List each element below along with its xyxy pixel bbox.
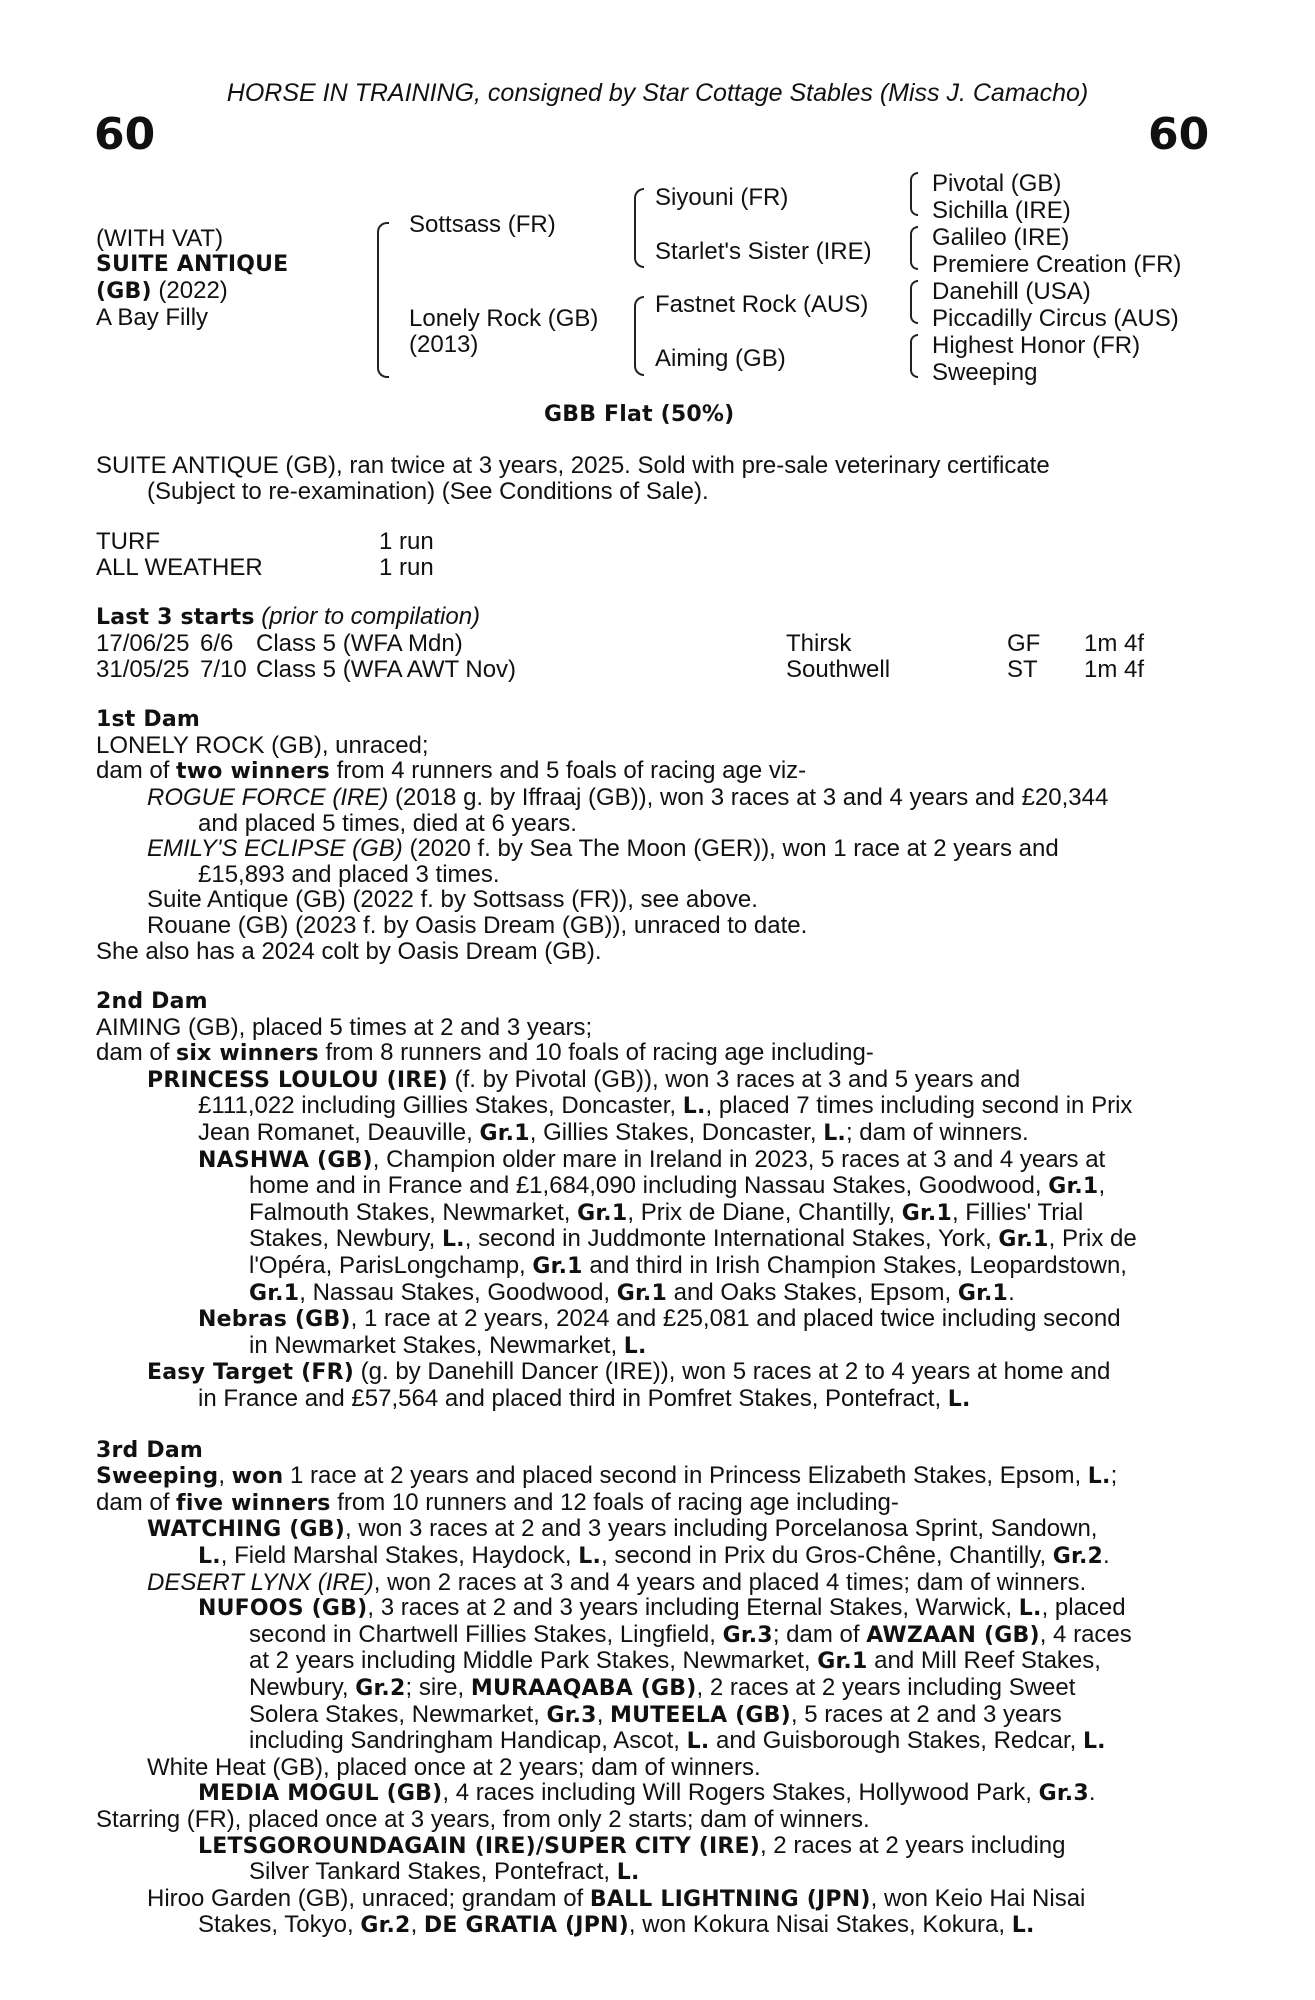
text-run: Newbury, [249, 1673, 356, 1701]
consignor-caption: HORSE IN TRAINING, consigned by Star Cottage Stables (Miss J. Camacho) [226, 79, 1089, 107]
grade-gr2: Gr.2 [1052, 1543, 1104, 1569]
lot-number-left: 60 [94, 109, 156, 160]
progeny-name: WATCHING (GB) [147, 1517, 346, 1543]
first-dam-line1: LONELY ROCK (GB), unraced; [96, 731, 429, 759]
text-run: , won 3 races at 2 and 3 years including Porcelanosa Sprint, Sandown, [345, 1515, 1098, 1543]
text-run: ; dam of [772, 1620, 867, 1648]
third-dam-line2 [96, 1490, 1202, 1517]
letsgoroundagain-line2 [96, 1859, 1202, 1886]
pedigree-brace-dam [634, 296, 644, 376]
third-dam-heading: 3rd Dam [96, 1437, 203, 1463]
text-run: , [596, 1700, 611, 1728]
text-run: and Guisborough Stakes, Redcar, [709, 1727, 1083, 1755]
progeny-name: NUFOOS (GB) [198, 1596, 368, 1622]
grade-listed: L. [1082, 1729, 1106, 1755]
text-run: , [1098, 1172, 1106, 1200]
horse-name-line2 [96, 278, 228, 305]
nashwa-line3 [96, 1200, 1202, 1227]
text-run: in France and £57,564 and placed third in Pomfret Stakes, Pontefract, [198, 1385, 948, 1412]
grade-gr1: Gr.1 [577, 1200, 628, 1226]
text-run: , won Kokura Nisai Stakes, Kokura, [628, 1911, 1012, 1939]
pedigree-brace-g3-1 [910, 172, 918, 216]
text-run: and Oaks Stakes, Epsom, [667, 1278, 958, 1306]
start-going: GF [1007, 629, 1041, 657]
horse-name: SUITE ANTIQUE [96, 252, 289, 277]
text-run: Solera Stakes, Newmarket, [249, 1700, 547, 1728]
text-run: at 2 years including Middle Park Stakes, Newmarket, [249, 1647, 818, 1675]
grade-gr3: Gr.3 [722, 1622, 773, 1648]
princess-loulou-line1 [96, 1067, 1202, 1094]
nufoos-line4 [96, 1675, 1202, 1702]
start-course: Thirsk [786, 629, 852, 657]
pedigree-g3-1: Pivotal (GB) [932, 170, 1062, 197]
start-date: 31/05/25 [96, 655, 190, 683]
runs-table [96, 529, 1202, 580]
progeny-name: ROGUE FORCE (IRE) [147, 783, 389, 811]
progeny-name: NASHWA (GB) [198, 1147, 373, 1173]
dam-name: Sweeping [96, 1464, 219, 1490]
horse-year: (2022) [158, 277, 228, 304]
last-starts-heading [96, 604, 1202, 631]
progeny-name: EMILY'S ECLIPSE (GB) [147, 835, 403, 863]
grade-listed: L. [1011, 1913, 1035, 1939]
text-run: ; dam of winners. [845, 1119, 1029, 1147]
text-run: , Prix de Diane, Chantilly, [627, 1198, 902, 1226]
winners-count: five winners [176, 1490, 331, 1516]
grade-gr1: Gr.1 [817, 1649, 868, 1675]
grade-gr2: Gr.2 [355, 1675, 406, 1701]
nebras-line2 [96, 1333, 1202, 1360]
text-run: from 10 runners and 12 foals of racing age including- [330, 1488, 899, 1516]
start-row [96, 657, 1202, 683]
won-label: won [231, 1464, 284, 1490]
nebras-line1 [96, 1306, 1202, 1333]
text-run: Hiroo Garden (GB), unraced; grandam of [147, 1884, 590, 1912]
text-run: , 2 races at 2 years including [759, 1831, 1066, 1859]
grade-gr1: Gr.1 [249, 1280, 300, 1306]
princess-loulou-line3 [96, 1120, 1202, 1147]
last-starts-note: (prior to compilation) [261, 603, 481, 631]
grade-gr1: Gr.1 [901, 1200, 952, 1226]
text-run: , 3 races at 2 and 3 years including Eternal Stakes, Warwick, [367, 1594, 1019, 1622]
lot-number-right: 60 [1148, 109, 1210, 160]
nufoos-line6 [96, 1728, 1202, 1755]
text-run: (2020 f. by Sea The Moon (GER)), won 1 race at 2 years and [402, 835, 1059, 863]
second-dam-line2 [96, 1040, 1202, 1067]
pedigree-dam-dam: Aiming (GB) [655, 345, 786, 372]
progeny-name: DE GRATIA (JPN) [423, 1913, 629, 1939]
start-row [96, 631, 1202, 657]
easy-target-line2 [96, 1386, 1202, 1413]
first-dam-line2 [96, 758, 1202, 785]
progeny-3: Suite Antique (GB) (2022 f. by Sottsass (FR)), see above. [147, 886, 758, 914]
text-run: , Nassau Stakes, Goodwood, [299, 1278, 617, 1306]
nufoos-line1 [96, 1595, 1202, 1622]
text-run: , 4 races [1039, 1620, 1132, 1648]
winners-count: two winners [176, 759, 330, 785]
start-position: 7/10 [200, 655, 247, 683]
progeny-name: LETSGOROUNDAGAIN (IRE)/SUPER CITY (IRE) [198, 1833, 760, 1859]
text-run: from 4 runners and 5 foals of racing age viz- [329, 757, 807, 785]
pedigree-dam-sire: Fastnet Rock (AUS) [655, 291, 869, 318]
text-run: dam of [96, 1488, 177, 1516]
text-run: , placed 7 times including second in Prix [705, 1092, 1133, 1120]
white-heat-line: White Heat (GB), placed once at 2 years; dam of winners. [147, 1753, 761, 1781]
text-run: home and in France and £1,684,090 including Nassau Stakes, Goodwood, [249, 1172, 1049, 1200]
start-course: Southwell [786, 655, 891, 683]
nufoos-line2 [96, 1622, 1202, 1649]
start-race: Class 5 (WFA Mdn) [256, 629, 463, 657]
start-date: 17/06/25 [96, 629, 190, 657]
nashwa-line2 [96, 1173, 1202, 1200]
pedigree-g3-8: Sweeping [932, 359, 1038, 386]
text-run: and Mill Reef Stakes, [867, 1647, 1101, 1675]
runs-row [96, 529, 1202, 555]
text-run: from 8 runners and 10 foals of racing age including- [318, 1039, 874, 1067]
text-run: , second in Juddmonte International Stakes, York, [464, 1225, 999, 1253]
progeny-4: Rouane (GB) (2023 f. by Oasis Dream (GB)), unraced to date. [147, 911, 808, 939]
grade-listed: L. [198, 1543, 221, 1569]
progeny-2 [96, 836, 1202, 862]
grade-gr1: Gr.1 [616, 1280, 668, 1306]
last-starts-title: Last 3 starts [96, 605, 255, 631]
grade-gr3: Gr.3 [1038, 1781, 1089, 1807]
nashwa-line5 [96, 1253, 1202, 1280]
text-run: dam of [96, 757, 177, 785]
runs-surface: TURF [96, 528, 160, 556]
pedigree-brace-g3-2 [910, 226, 918, 270]
media-mogul-line [96, 1780, 1202, 1807]
gbb-flat: GBB Flat (50%) [544, 402, 735, 427]
grade-gr1: Gr.1 [532, 1254, 583, 1280]
start-distance: 1m 4f [1084, 629, 1145, 657]
desert-lynx-line [96, 1570, 1202, 1596]
progeny-name: PRINCESS LOULOU (IRE) [147, 1067, 448, 1093]
text-run: , won 2 races at 3 and 4 years and placed 4 times; dam of winners. [373, 1568, 1087, 1596]
progeny-name: DESERT LYNX (IRE) [147, 1568, 374, 1596]
start-race: Class 5 (WFA AWT Nov) [256, 655, 517, 683]
text-run: , Field Marshal Stakes, Haydock, [220, 1541, 579, 1569]
text-run: 1 race at 2 years and placed second in Princess Elizabeth Stakes, Epsom, [283, 1462, 1088, 1490]
text-run: in Newmarket Stakes, Newmarket, [249, 1331, 624, 1359]
text-run: Stakes, Newbury, [249, 1225, 442, 1253]
summary-line1: SUITE ANTIQUE (GB), ran twice at 3 years, 2025. Sold with pre-sale veterinary certificate [96, 452, 1050, 479]
easy-target-line1 [96, 1359, 1202, 1386]
runs-count: 1 run [379, 553, 434, 581]
grade-gr3: Gr.3 [546, 1702, 597, 1728]
text-run: . [1088, 1779, 1096, 1807]
progeny-name: MURAAQABA (GB) [470, 1675, 697, 1701]
pedigree-g3-4: Premiere Creation (FR) [932, 251, 1182, 278]
text-run: , [218, 1462, 232, 1490]
text-run: . [1103, 1541, 1110, 1569]
grade-listed: L. [823, 1121, 846, 1147]
text-run: , Prix de [1048, 1225, 1137, 1253]
pedigree-brace-g3-3 [910, 280, 918, 324]
grade-gr1: Gr.1 [1048, 1174, 1099, 1200]
letsgoroundagain-line1 [96, 1833, 1202, 1860]
horse-country: (GB) [96, 279, 152, 304]
text-run: Stakes, Tokyo, [198, 1911, 361, 1939]
text-run: £111,022 including Gillies Stakes, Doncaster, [198, 1092, 683, 1120]
winners-count: six winners [176, 1041, 319, 1067]
runs-surface: ALL WEATHER [96, 553, 263, 581]
text-run: . [1008, 1278, 1015, 1306]
text-run: (2018 g. by Iffraaj (GB)), won 3 races at 3 and 4 years and £20,344 [388, 783, 1109, 811]
progeny-name: MUTEELA (GB) [610, 1702, 791, 1728]
text-run: Falmouth Stakes, Newmarket, [249, 1198, 578, 1226]
second-dam-heading: 2nd Dam [96, 989, 208, 1015]
grade-gr1: Gr.1 [998, 1227, 1049, 1253]
catalogue-body [96, 453, 1202, 1939]
grade-listed: L. [616, 1860, 640, 1886]
text-run: and third in Irish Champion Stakes, Leopardstown, [582, 1252, 1127, 1280]
progeny-name: MEDIA MOGUL (GB) [198, 1781, 443, 1807]
grade-listed: L. [686, 1729, 710, 1755]
watching-line2 [96, 1543, 1202, 1570]
text-run: , Fillies' Trial [951, 1198, 1084, 1226]
text-run: including Sandringham Handicap, Ascot, [249, 1727, 687, 1755]
pedigree-dam-year: (2013) [409, 331, 479, 358]
starring-line: Starring (FR), placed once at 3 years, from only 2 starts; dam of winners. [96, 1805, 870, 1833]
text-run: , 2 races at 2 years including Sweet [696, 1673, 1076, 1701]
text-run: (g. by Danehill Dancer (IRE)), won 5 races at 2 to 4 years at home and [353, 1358, 1111, 1386]
nashwa-line1 [96, 1147, 1202, 1174]
text-run: Jean Romanet, Deauville, [198, 1119, 480, 1147]
text-run: , Champion older mare in Ireland in 2023, 5 races at 3 and 4 years at [372, 1145, 1106, 1173]
nashwa-line6 [96, 1280, 1202, 1307]
vat-note: (WITH VAT) [96, 225, 224, 252]
progeny-5: She also has a 2024 colt by Oasis Dream (GB). [96, 937, 602, 965]
grade-listed: L. [441, 1227, 465, 1253]
grade-listed: L. [1087, 1464, 1111, 1490]
grade-listed: L. [623, 1333, 647, 1359]
start-distance: 1m 4f [1084, 655, 1145, 683]
pedigree-brace-g3-4 [910, 334, 918, 378]
text-run: , 1 race at 2 years, 2024 and £25,081 and placed twice including second [350, 1305, 1121, 1333]
nufoos-line5 [96, 1702, 1202, 1729]
text-run: ; [1110, 1462, 1118, 1490]
horse-description: A Bay Filly [96, 304, 209, 331]
text-run: ; sire, [405, 1673, 471, 1701]
text-run: , [410, 1911, 424, 1939]
pedigree-sire-dam: Starlet's Sister (IRE) [655, 238, 872, 265]
pedigree-g3-5: Danehill (USA) [932, 278, 1091, 305]
text-run: , 5 races at 2 and 3 years [790, 1700, 1062, 1728]
start-going: ST [1007, 655, 1038, 683]
text-run: second in Chartwell Fillies Stakes, Lingfield, [249, 1620, 723, 1648]
progeny-name: AWZAAN (GB) [866, 1622, 1040, 1648]
grade-listed: L. [682, 1094, 706, 1120]
text-run: , Gillies Stakes, Doncaster, [529, 1119, 824, 1147]
grade-listed: L. [947, 1387, 971, 1412]
start-position: 6/6 [200, 629, 234, 657]
runs-row [96, 555, 1202, 581]
text-run: Silver Tankard Stakes, Pontefract, [249, 1858, 617, 1886]
nufoos-line3 [96, 1648, 1202, 1675]
progeny-1-cont: and placed 5 times, died at 6 years. [198, 809, 577, 837]
third-dam-line1 [96, 1463, 1202, 1490]
text-run: , placed [1041, 1594, 1126, 1622]
progeny-name: Nebras (GB) [198, 1307, 351, 1333]
text-run: , 4 races including Will Rogers Stakes, Hollywood Park, [442, 1779, 1039, 1807]
pedigree-sire: Sottsass (FR) [409, 211, 556, 238]
pedigree-brace-main [377, 222, 389, 378]
grade-gr2: Gr.2 [360, 1913, 411, 1939]
progeny-name: Easy Target (FR) [147, 1360, 354, 1386]
first-dam-heading: 1st Dam [96, 707, 201, 733]
first-dam-section [96, 707, 1202, 964]
summary-line2: (Subject to re-examination) (See Conditions of Sale). [147, 477, 709, 505]
last-starts-table [96, 631, 1202, 682]
progeny-name: BALL LIGHTNING (JPN) [589, 1886, 871, 1912]
text-run: , second in Prix du Gros-Chêne, Chantilly, [601, 1541, 1053, 1569]
text-run: (f. by Pivotal (GB)), won 3 races at 3 and 5 years and [447, 1065, 1021, 1093]
pedigree-g3-6: Piccadilly Circus (AUS) [932, 305, 1179, 332]
watching-line1 [96, 1516, 1202, 1543]
pedigree-g3-7: Highest Honor (FR) [932, 332, 1141, 359]
pedigree-brace-sire [634, 188, 644, 268]
progeny-1 [96, 785, 1202, 811]
hiroo-garden-line1 [96, 1886, 1202, 1913]
text-run: dam of [96, 1039, 177, 1067]
third-dam-section [96, 1438, 1202, 1939]
grade-gr1: Gr.1 [479, 1121, 530, 1147]
grade-gr1: Gr.1 [957, 1280, 1009, 1306]
grade-listed: L. [1018, 1596, 1042, 1622]
second-dam-line1: AIMING (GB), placed 5 times at 2 and 3 years; [96, 1013, 593, 1041]
hiroo-garden-line2 [96, 1912, 1202, 1939]
pedigree-g3-2: Sichilla (IRE) [932, 197, 1071, 224]
progeny-2-cont: £15,893 and placed 3 times. [198, 860, 500, 888]
runs-count: 1 run [379, 528, 434, 556]
pedigree-g3-3: Galileo (IRE) [932, 224, 1070, 251]
princess-loulou-line2 [96, 1093, 1202, 1120]
pedigree-dam: Lonely Rock (GB) [409, 305, 599, 332]
second-dam-section [96, 989, 1202, 1413]
nashwa-line4 [96, 1226, 1202, 1253]
text-run: , won Keio Hai Nisai [870, 1884, 1086, 1912]
grade-listed: L. [578, 1543, 602, 1569]
text-run: l'Opéra, ParisLongchamp, [249, 1252, 533, 1280]
pedigree-sire-sire: Siyouni (FR) [655, 184, 789, 211]
